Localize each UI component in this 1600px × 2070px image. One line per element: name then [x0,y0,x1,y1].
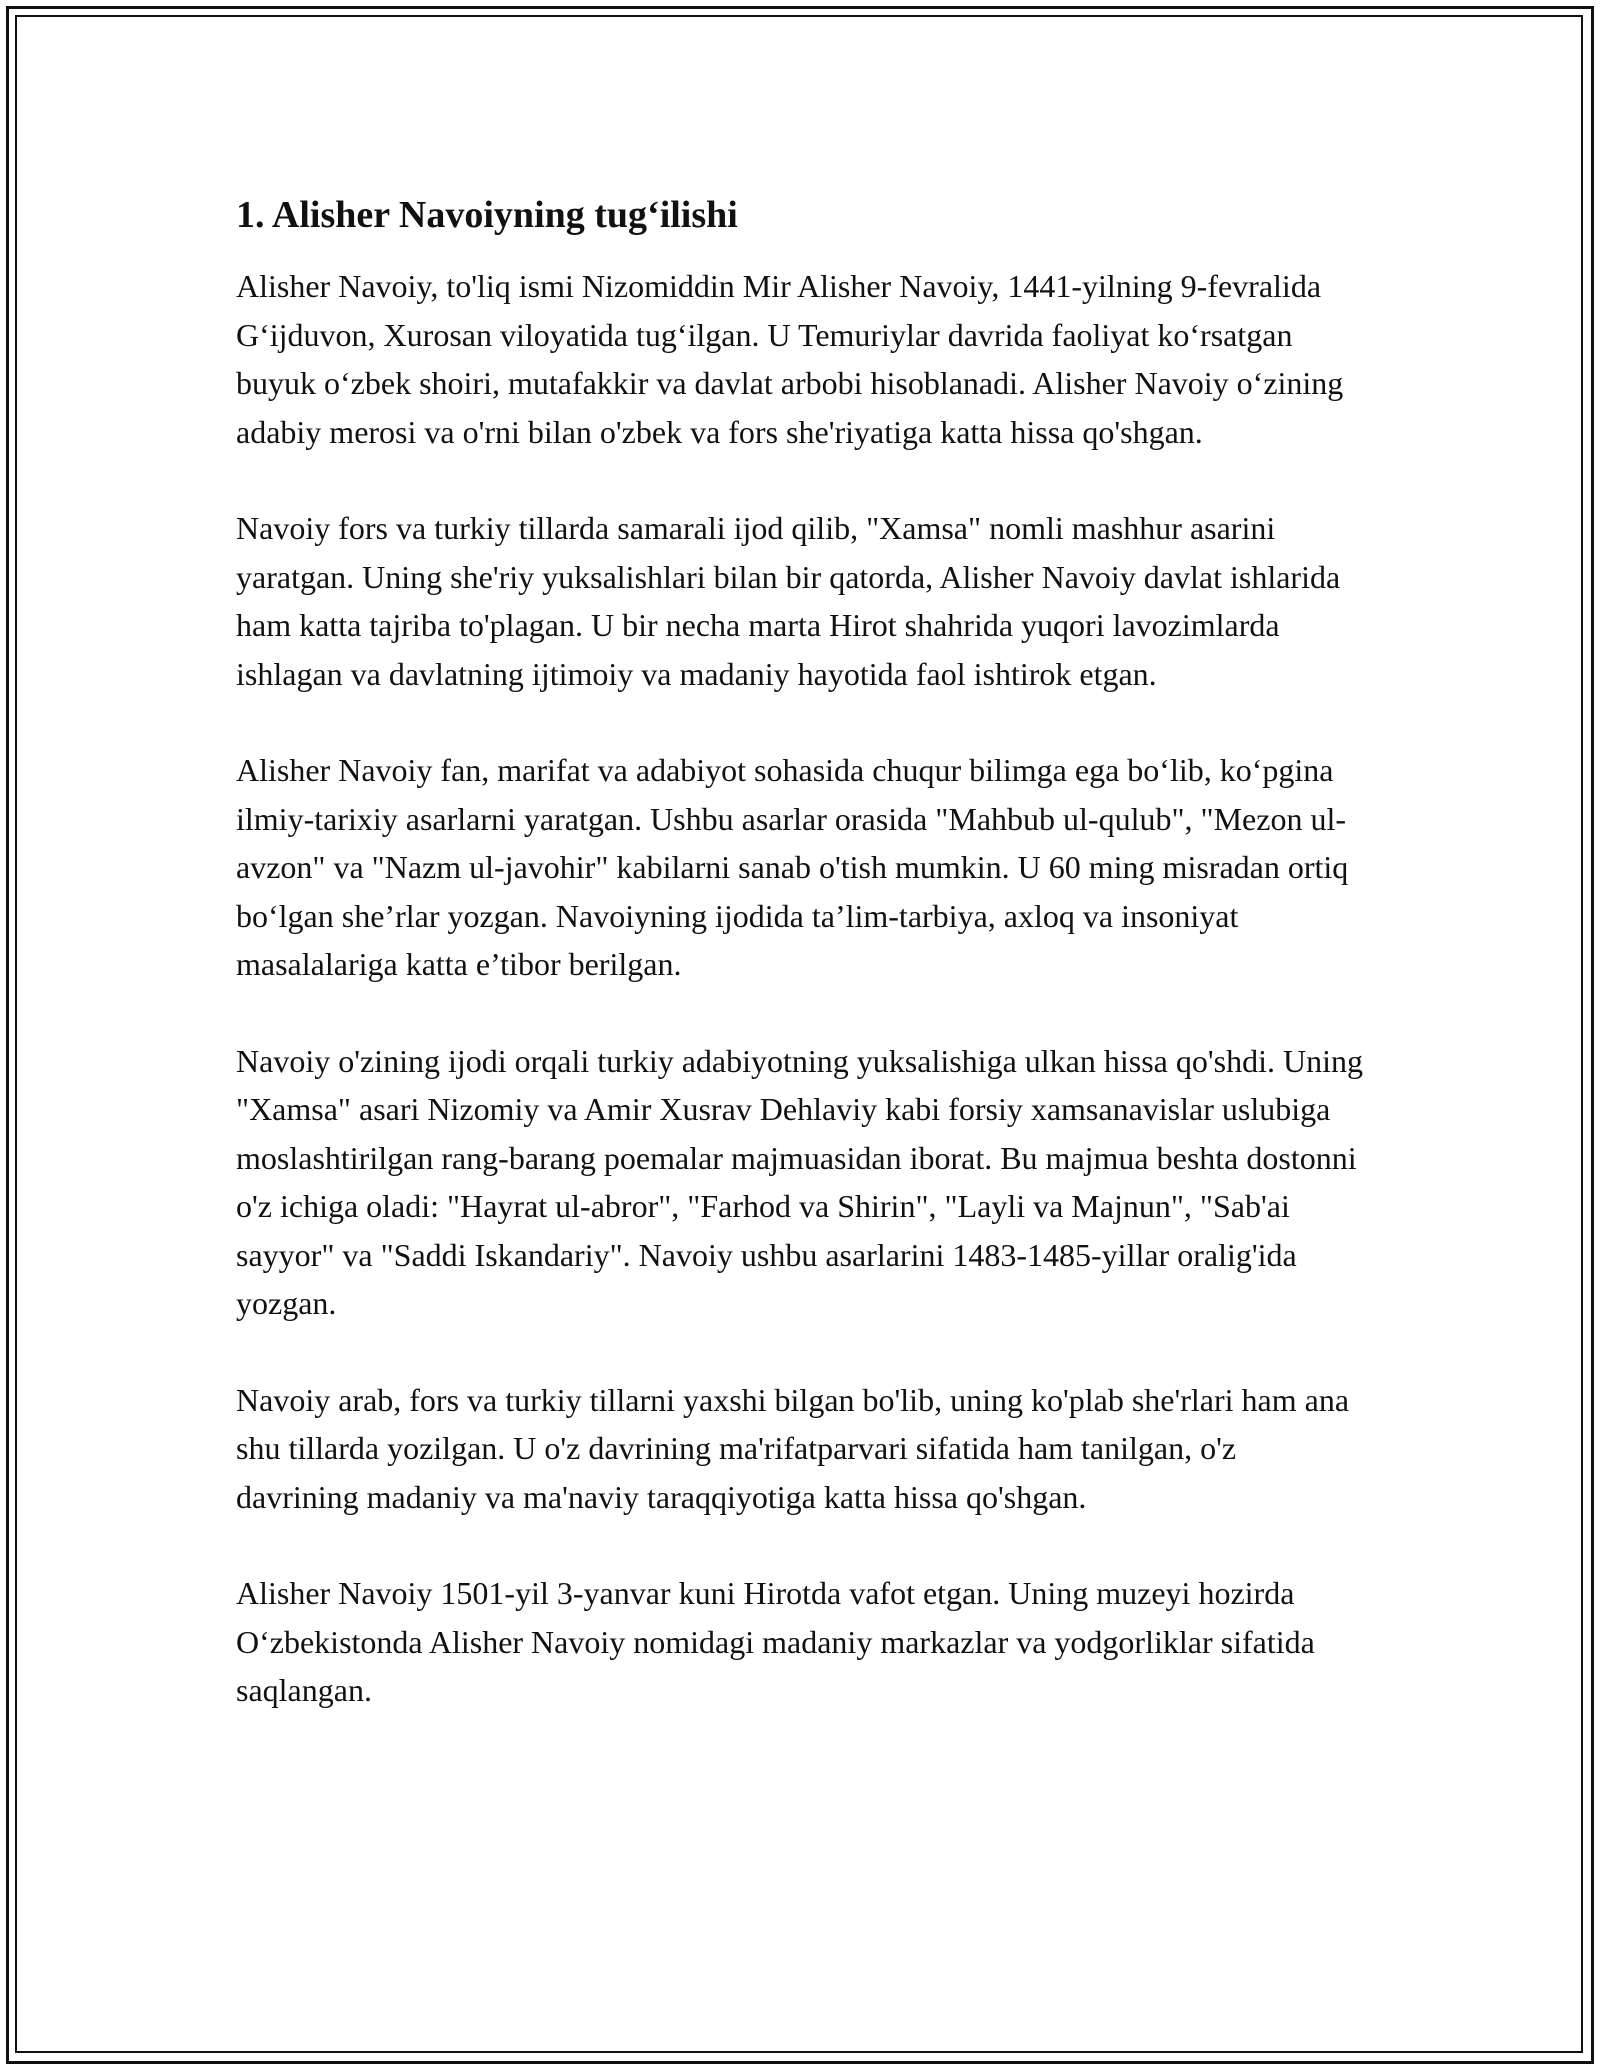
paragraph-khamsa: Navoiy o'zining ijodi orqali turkiy adabiyotning yuksalishiga ulkan hissa qo'shdi. Uning "Xamsa" asari Nizomiy va Amir Xusrav Dehlaviy kabi forsiy xamsanavislar uslubiga moslashtirilgan rang-barang poemalar majmuasidan iborat. Bu majmua beshta dostonni o'z ichiga oladi: "Hayrat ul-abror", "Farhod va Shirin", "Layli va Majnun", "Sab'ai sayyor" va "Saddi Iskandariy". Navoiy ushbu asarlarini 1483-1485-yillar oralig'ida yozgan. [236,1042,1363,1321]
section-heading: 1. Alisher Navoiyning tug‘ilishi [236,194,738,236]
paragraph-languages: Navoiy arab, fors va turkiy tillarni yaxshi bilgan bo'lib, uning ko'plab she'rlari ham ana shu tillarda yozilgan. U o'z davrining ma'rifatparvari sifatida ham tanilgan, o'z davrining madaniy va ma'naviy taraqqiyotiga katta hissa qo'shgan. [236,1381,1350,1515]
paragraph-death: Alisher Navoiy 1501-yil 3-yanvar kuni Hirotda vafot etgan. Uning muzeyi hozirda O‘zbekistonda Alisher Navoiy nomidagi madaniy markazlar va yodgorliklar sifatida saqlangan. [236,1575,1315,1708]
document-body [236,186,1366,1763]
paragraph-career: Navoiy fors va turkiy tillarda samarali ijod qilib, "Xamsa" nomli mashhur asarini yaratgan. Uning she'riy yuksalishlari bilan bir qatorda, Alisher Navoiy davlat ishlarida ham katta tajriba to'plagan. U bir necha marta Hirot shahrida yuqori lavozimlarda ishlagan va davlatning ijtimoiy va madaniy hayotida faol ishtirok etgan. [236,510,1341,692]
paragraph-birth: Alisher Navoiy, to'liq ismi Nizomiddin Mir Alisher Navoiy, 1441-yilning 9-fevralida G‘ijduvon, Xurosan viloyatida tug‘ilgan. U Temuriylar davrida faoliyat ko‘rsatgan buyuk o‘zbek shoiri, mutafakkir va davlat arbobi hisoblanadi. Alisher Navoiy o‘zining adabiy merosi va o'rni bilan o'zbek va fors she'riyatiga katta hissa qo'shgan. [236,268,1344,450]
paragraph-scholarship: Alisher Navoiy fan, marifat va adabiyot sohasida chuqur bilimga ega bo‘lib, ko‘pgina ilmiy-tarixiy asarlarni yaratgan. Ushbu asarlar orasida "Mahbub ul-qulub", "Mezon ul-avzon" va "Nazm ul-javohir" kabilarni sanab o'tish mumkin. U 60 ming misradan ortiq bo‘lgan she’rlar yozgan. Navoiyning ijodida ta’lim-tarbiya, axloq va insoniyat masalalariga katta e’tibor berilgan. [236,752,1349,982]
